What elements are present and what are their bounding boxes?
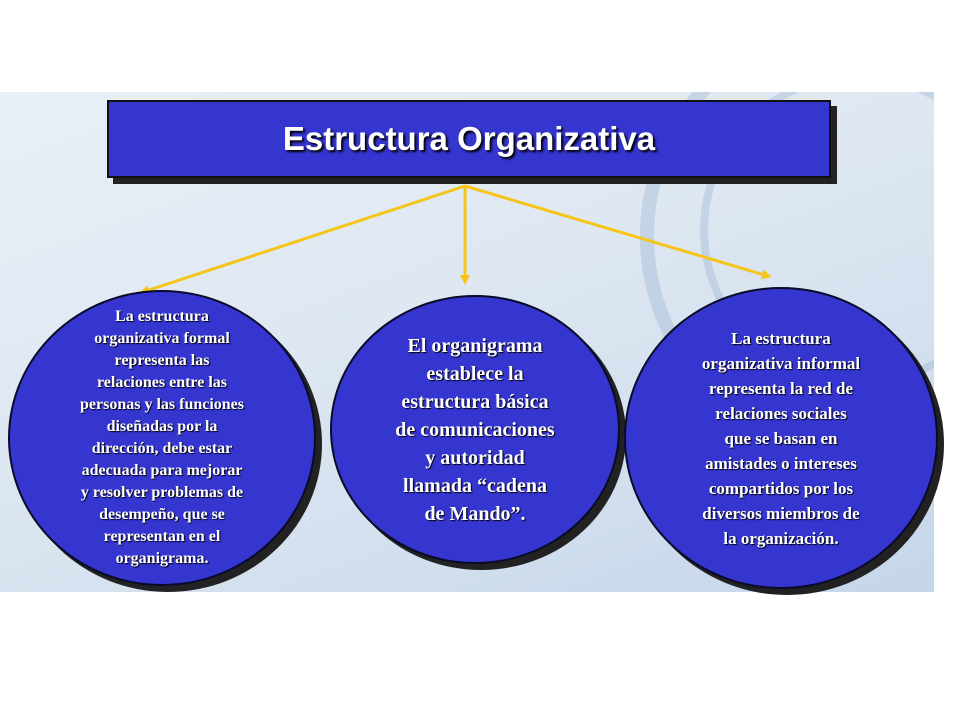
bubble-informal-structure bbox=[624, 287, 938, 589]
bubble-formal-text: La estructura organizativa formal representa las relaciones entre las personas y las funciones diseñadas por la dirección, debe estar adecuada para mejorar y resolver problemas de desempeño, que se representan en el organigrama. bbox=[79, 308, 245, 567]
bubble-formal-structure bbox=[8, 290, 316, 586]
bubble-informal-text: La estructura organizativa informal representa la red de relaciones sociales que se basan en amistades o intereses compartidos por los diversos miembros de la organización. bbox=[701, 328, 861, 548]
diagram-title: Estructura Organizativa bbox=[282, 120, 656, 157]
bubble-organigram-text: El organigrama establece la estructura básica de comunicaciones y autoridad llamada “cadena de Mando”. bbox=[395, 334, 555, 525]
arrow-to-left bbox=[143, 186, 465, 292]
bubble-organigram bbox=[330, 295, 620, 564]
arrow-to-right bbox=[465, 186, 768, 276]
